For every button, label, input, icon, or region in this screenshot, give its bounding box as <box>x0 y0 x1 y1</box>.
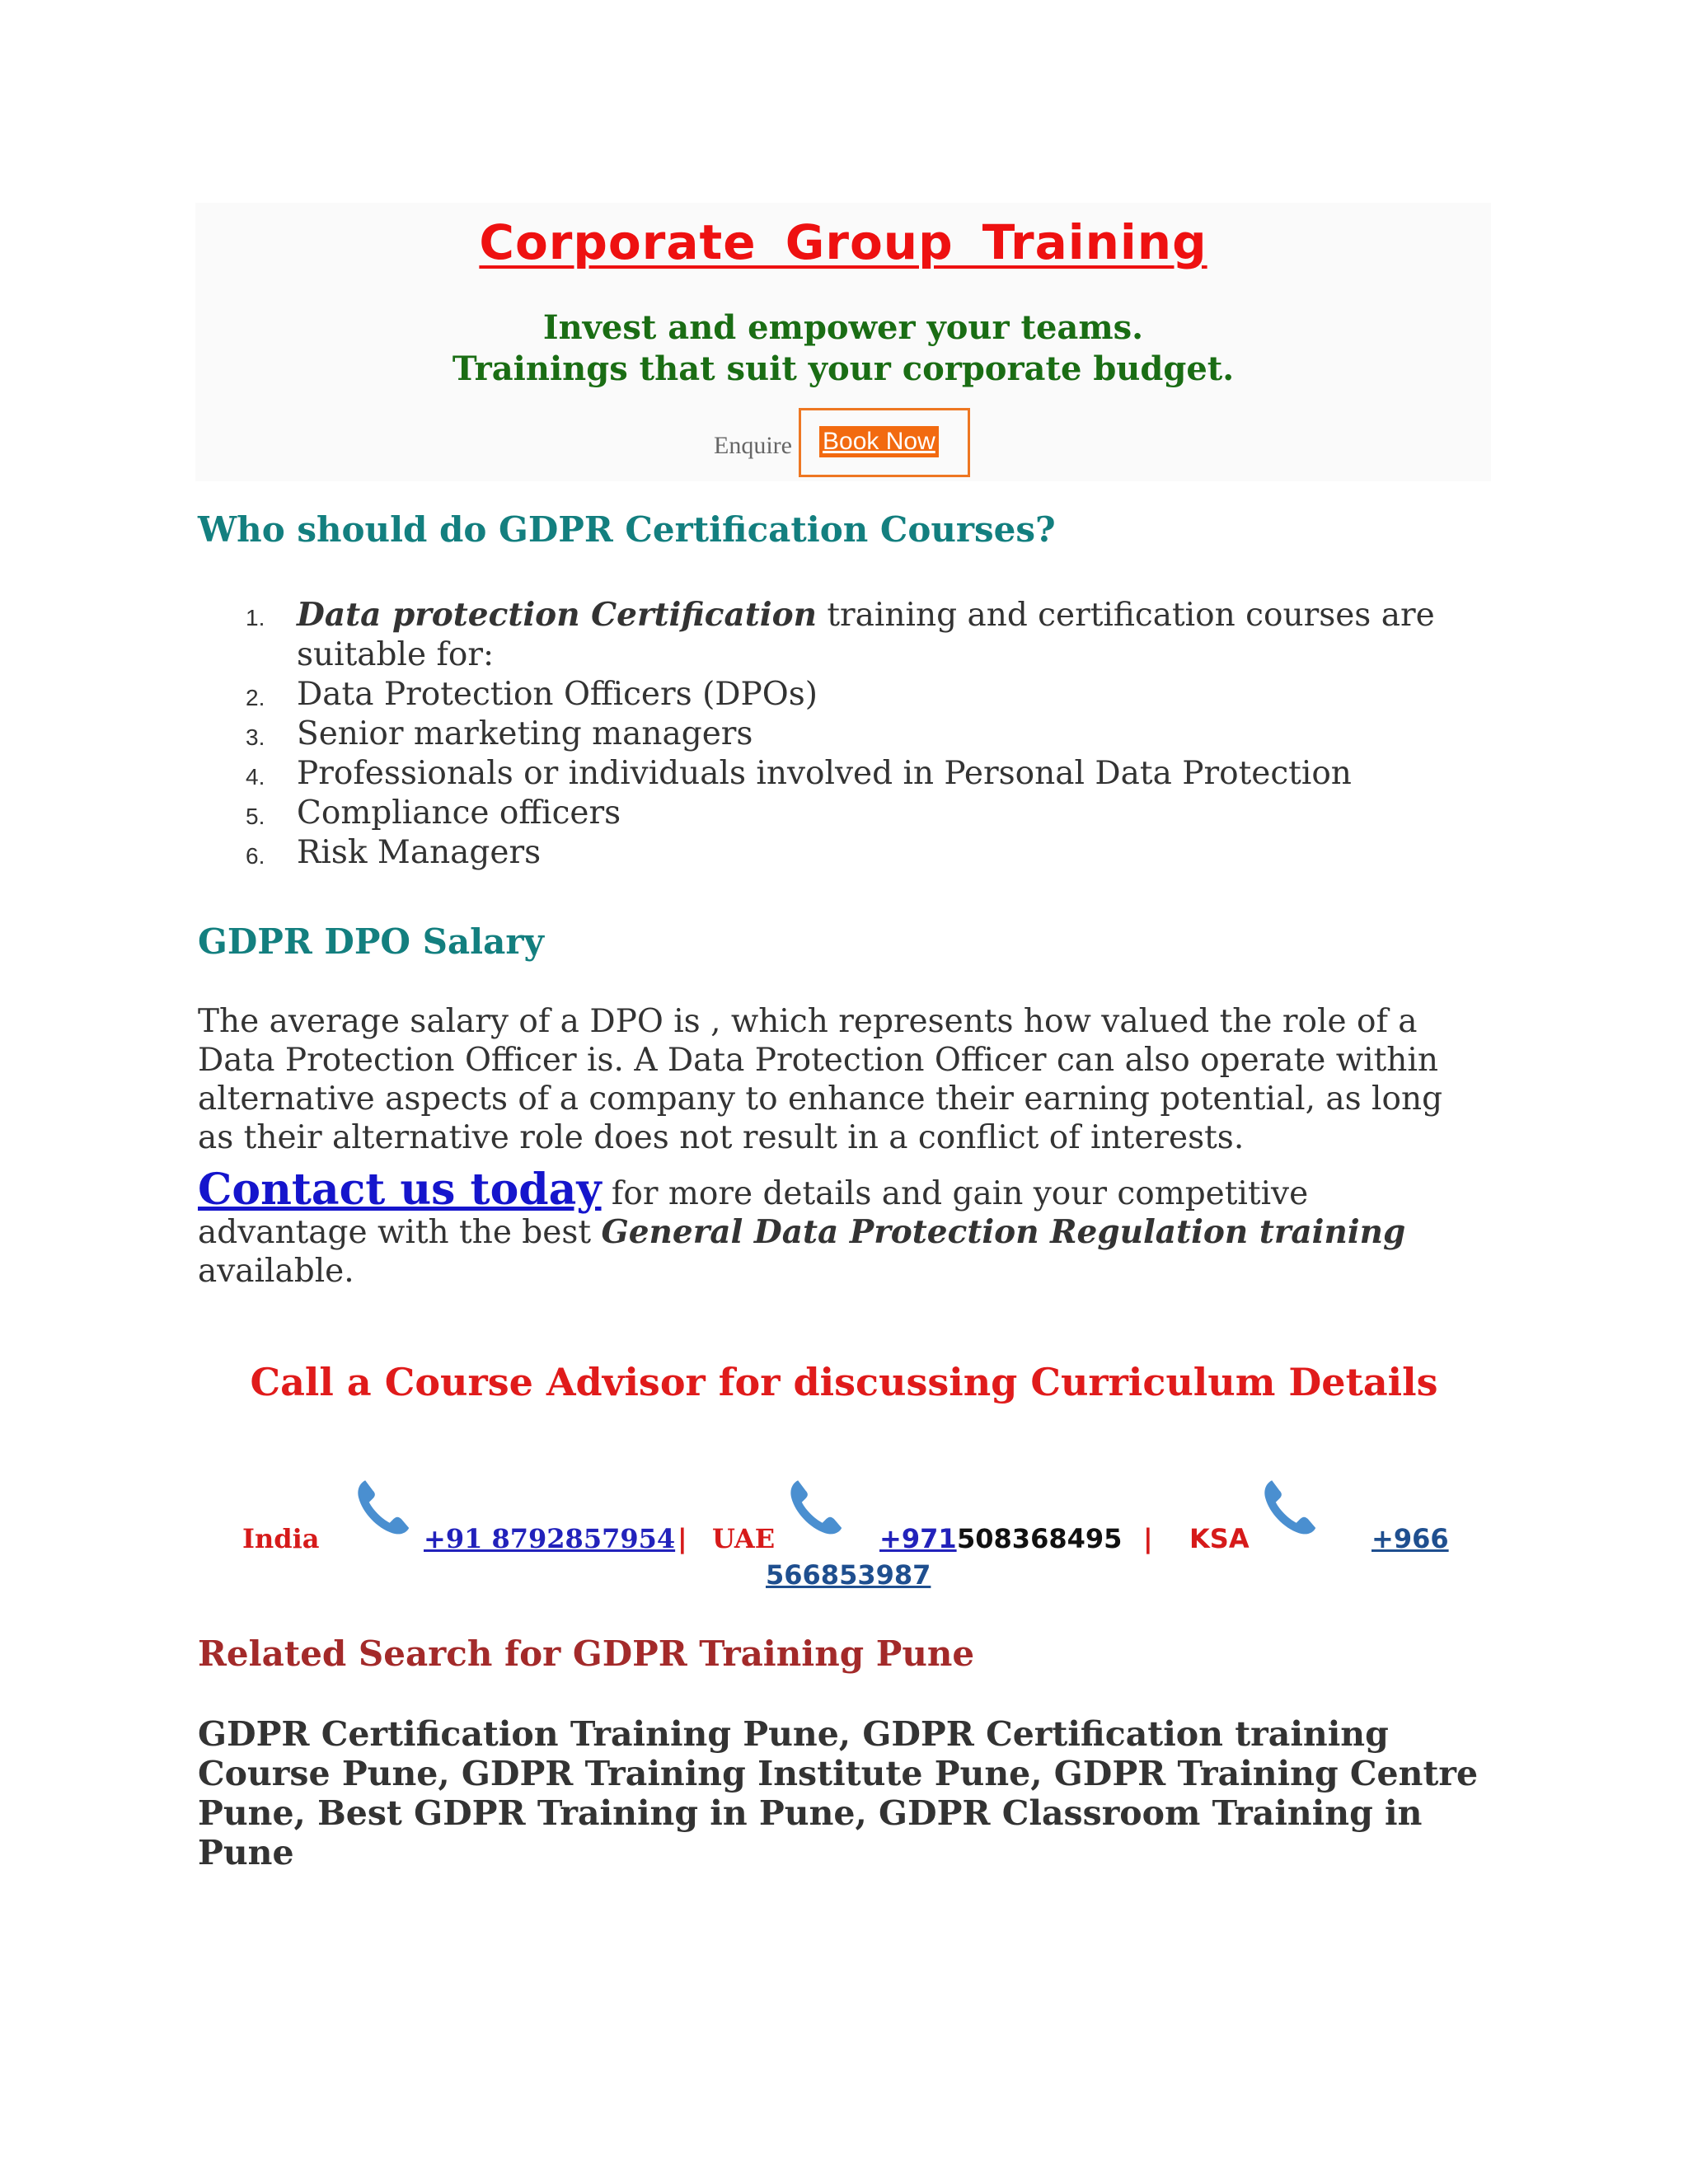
contact-paragraph: Contact us today for more details and gain your competitive advantage with the best General Data Protection Regulation training available. <box>198 1165 1406 1290</box>
corporate-training-banner <box>195 203 1491 481</box>
salary-heading: GDPR DPO Salary <box>198 921 544 962</box>
list-item-emphasis: Data protection Certification <box>297 596 817 634</box>
ksa-phone-number-link[interactable]: 566853987 <box>766 1559 931 1591</box>
separator: | <box>678 1523 687 1554</box>
book-now-button[interactable]: Book Now <box>819 426 939 457</box>
related-search-text: GDPR Certification Training Pune, GDPR Certification training Course Pune, GDPR Training Institute Pune, GDPR Training Centre Pune, Best GDPR Training in Pune, GDPR Classroom Training in Pune <box>198 1714 1479 1872</box>
contact-us-link[interactable]: Contact us today <box>198 1165 602 1215</box>
ksa-label: KSA <box>1189 1523 1250 1554</box>
related-search-heading: Related Search for GDPR Training Pune <box>198 1633 975 1674</box>
banner-title: Corporate Group Training <box>479 214 1207 270</box>
banner-tagline-2: Trainings that suit your corporate budget. <box>452 349 1235 388</box>
salary-paragraph: The average salary of a DPO is , which represents how valued the role of a Data Protection Officer is. A Data Protection Officer can also operate within alternative aspects of a company to enhance their earning potential, as long as their alternative role does not result in a conflict of interests. <box>198 1003 1443 1156</box>
who-heading: Who should do GDPR Certification Courses? <box>198 509 1056 550</box>
list-item: 4. Professionals or individuals involved in Personal Data Protection <box>246 755 1352 792</box>
phone-icon <box>351 1475 415 1540</box>
book-now-frame <box>799 408 970 477</box>
audience-list <box>198 595 1484 873</box>
list-item: 3. Senior marketing managers <box>246 715 753 752</box>
list-item: 2. Data Protection Officers (DPOs) <box>246 676 818 713</box>
uae-label: UAE <box>712 1523 776 1554</box>
india-label: India <box>242 1523 320 1554</box>
list-item: 5. Compliance officers <box>246 794 621 832</box>
phone-icon <box>1258 1475 1322 1540</box>
list-item: 6. Risk Managers <box>246 834 542 871</box>
india-phone-link[interactable]: +91 8792857954 <box>424 1523 676 1554</box>
enquire-label: Enquire <box>714 432 792 459</box>
uae-phone-number: 508368495 <box>957 1523 1123 1554</box>
phone-icon <box>784 1475 848 1540</box>
separator: | <box>1143 1523 1153 1554</box>
call-advisor-heading: Call a Course Advisor for discussing Curriculum Details <box>250 1360 1438 1404</box>
ksa-phone-code-link[interactable]: +966 <box>1372 1523 1449 1554</box>
list-item: 1. Data protection Certification training and certification courses are suitable for: <box>246 596 1435 673</box>
uae-phone-code-link[interactable]: +971 <box>879 1523 957 1554</box>
banner-tagline-1: Invest and empower your teams. <box>542 308 1144 347</box>
